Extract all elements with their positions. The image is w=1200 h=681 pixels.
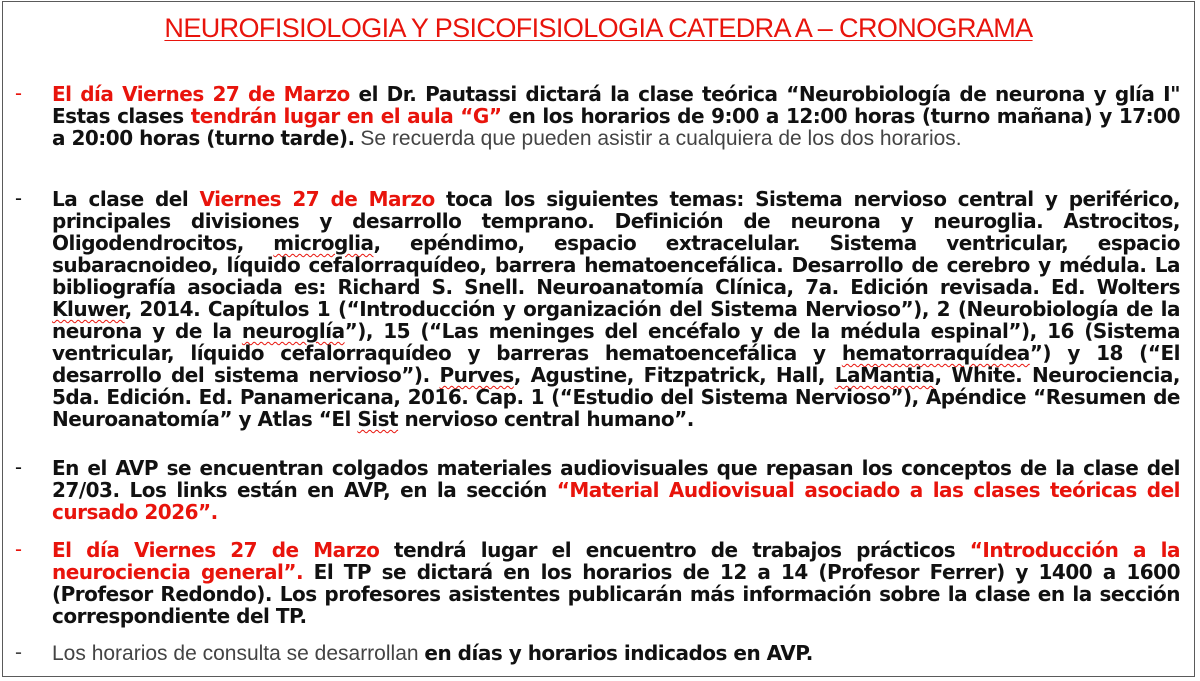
bullet-dash: - [15,641,22,664]
text-run: El TP se dictará en los horarios de 12 a 14 (Profesor Ferrer) y 1400 a 1600 (Profesor Redondo). Los profesores asistentes publicarán más información sobre la clase en la sección correspondiente del TP. [52,560,1180,628]
date-highlight: Viernes 27 de Marzo [199,187,435,211]
list-item [15,642,1180,665]
text-run: En el AVP se encuentran colgados materiales audiovisuales que repasan los conceptos de la clase del 27/03. Los links están en AVP, en la sección [52,456,1180,502]
spellcheck-word: LaMantia [834,363,935,387]
text-run: , Agustine, Fitzpatrick, Hall, [513,363,835,387]
text-run: , epéndimo, espacio extracelular. Sistema ventricular, espacio subaracnoideo, líquido cefalorraquídeo, barrera hematoencefálica. Desarrollo de cerebro y médula. La bibliografía asociada es: Richard S. Snell. Neuroanatomía Clínica, 7a. Edición revisada. Ed. Wolters [52,231,1180,299]
text-run: ”), 15 (“Las meninges del encéfalo y de la médula espinal”), 16 (Sistema ventricular, líquido cefalorraquídeo y barreras hematoencefálica y [52,319,1180,365]
spellcheck-word: hematorraquídea [841,341,1030,365]
date-highlight: El día Viernes 27 de Marzo [52,538,380,562]
list-item [15,457,1180,523]
date-highlight: El día Viernes 27 de Marzo [52,82,350,106]
text-run: , 2014. Capítulos 1 (“Introducción y organización del Sistema Nervioso”), 2 (Neurobiología de la neurona y de la [52,297,1180,343]
list-item [15,539,1180,627]
text-run: La clase del [52,187,200,211]
spellcheck-word: Sist [357,407,399,431]
spellcheck-word: Kluwer [52,297,125,321]
slide-frame [2,1,1195,677]
topic-highlight: “Introducción a la neurociencia general”. [52,538,1180,584]
text-run: en los horarios de 9:00 a 12:00 horas (turno mañana) y 17:00 a 20:00 horas (turno tarde). [52,104,1180,150]
bullet-dash: - [15,187,22,210]
text-run: en días y horarios indicados en AVP. [424,641,813,665]
spellcheck-word: neuroglía [241,319,345,343]
text-run: , White. Neurociencia, 5da. Edición. Ed. Panamericana, 2016. Cap. 1 (“Estudio del Sistema Nervioso”), Apéndice “Resumen de Neuroanatomía” y Atlas “El [52,363,1180,431]
text-run: toca los siguientes temas: Sistema nervioso central y periférico, principales divisiones y desarrollo temprano. Definición de neurona y neuroglia. Astrocitos, Oligodendrocitos, [52,187,1180,255]
item-text [52,457,1180,523]
bullet-dash: - [15,82,22,105]
text-run: tendrá lugar el encuentro de trabajos prácticos [379,538,970,562]
item-text [52,188,1180,430]
bullet-dash: - [15,538,22,561]
list-item [15,83,1180,150]
spellcheck-word: microglia [273,231,374,255]
page-title: NEUROFISIOLOGIA Y PSICOFISIOLOGIA CATEDRA A – CRONOGRAMA [164,13,1033,43]
item-text [52,642,1180,665]
text-run: ”) y 18 (“El desarrollo del sistema nervioso”). [52,341,1180,387]
spellcheck-word: Purves [439,363,514,387]
text-run: el Dr. Pautassi dictará la clase teórica “Neurobiología de neurona y glía I" Estas clases [52,82,1180,128]
list-item [15,188,1180,430]
section-highlight: “Material Audiovisual asociado a las clases teóricas del cursado 2026”. [52,478,1180,524]
item-text [52,539,1180,627]
location-highlight: tendrán lugar en el aula “G” [190,104,502,128]
item-text [52,83,1180,150]
text-run: nervioso central humano”. [398,407,694,431]
bullet-dash: - [15,456,22,479]
text-run: Los horarios de consulta se desarrollan [52,642,425,665]
text-run: Se recuerda que pueden asistir a cualquiera de los dos horarios. [354,127,962,150]
